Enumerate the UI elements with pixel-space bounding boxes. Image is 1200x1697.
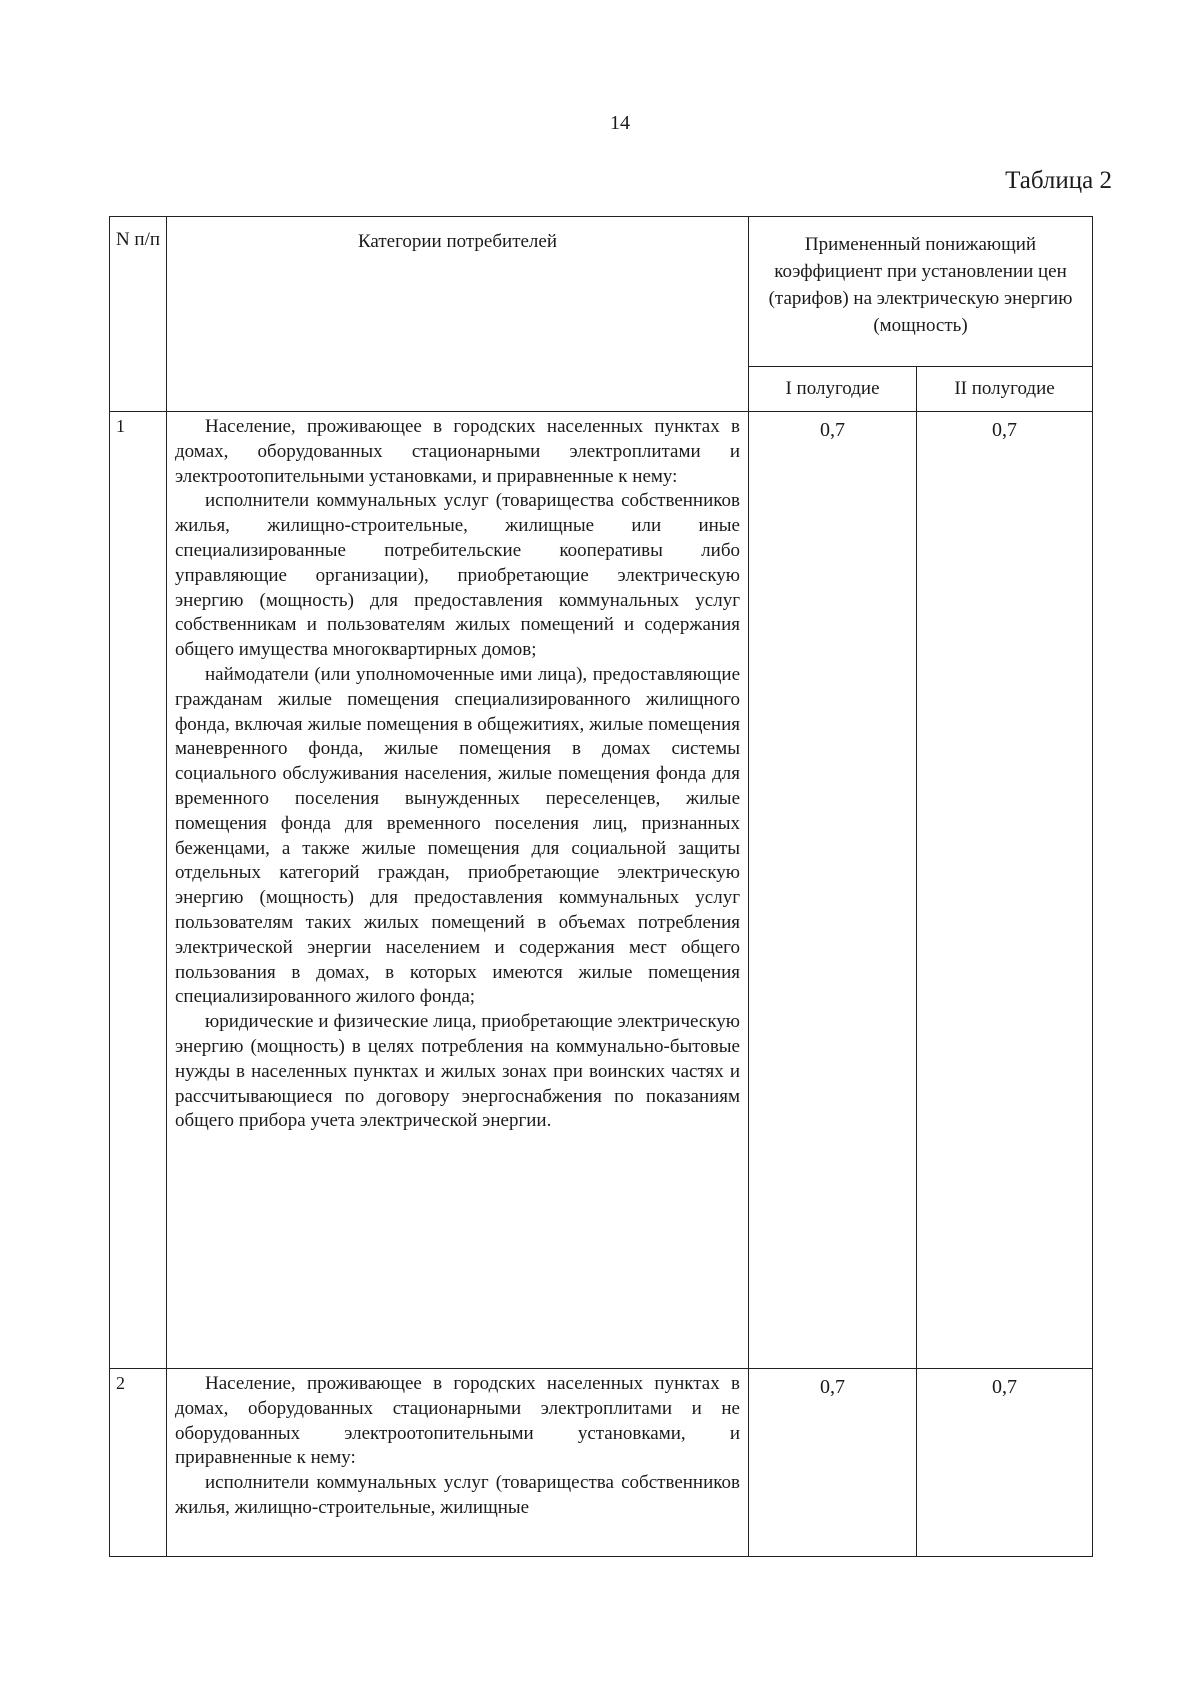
row-half2-value: 0,7 <box>917 412 1093 1369</box>
paragraph: юридические и физические лица, приобретающие электрическую энергию (мощность) в целях потребления на коммунально-бытовые нужды в населенных пунктах и жилых зонах при воинских частях и рассчитывающиеся по договору энергоснабжения по показаниям общего прибора учета электрической энергии. <box>175 1011 740 1132</box>
header-half2: II полугодие <box>917 367 1093 412</box>
row-half1-value: 0,7 <box>749 412 917 1369</box>
row-category-text <box>167 1369 749 1557</box>
table-row <box>110 412 1093 1369</box>
row-number: 1 <box>110 412 167 1369</box>
paragraph: наймодатели (или уполномоченные ими лица), предоставляющие гражданам жилые помещения специализированного жилищного фонда, включая жилые помещения в общежитиях, жилые помещения маневренного фонда, жилые помещения в домах системы социального обслуживания населения, жилые помещения фонда для временного поселения вынужденных переселенцев, жилые помещения фонда для временного поселения лиц, признанных беженцами, а также жилые помещения для социальной защиты отдельных категорий граждан, приобретающие электрическую энергию (мощность) для предоставления коммунальных услуг пользователям таких жилых помещений в объемах потребления электрической энергии населением и содержания мест общего пользования в домах, в которых имеются жилые помещения специализированного жилого фонда; <box>175 663 740 1008</box>
table-row <box>110 1369 1093 1557</box>
row-half1-value: 0,7 <box>749 1369 917 1557</box>
table-label: Таблица 2 <box>1005 167 1112 194</box>
row-category-text <box>167 412 749 1369</box>
row-half2-value: 0,7 <box>917 1369 1093 1557</box>
header-half1: I полугодие <box>749 367 917 412</box>
consumer-categories-table <box>109 216 1093 1557</box>
paragraph: исполнители коммунальных услуг (товарищества собственников жилья, жилищно-строительные, жилищные <box>175 1472 740 1518</box>
header-coefficient: Примененный понижающий коэффициент при установлении цен (тарифов) на электрическую энергию (мощность) <box>749 217 1093 367</box>
row-number: 2 <box>110 1369 167 1557</box>
header-category: Категории потребителей <box>167 217 749 412</box>
paragraph: Население, проживающее в городских населенных пунктах в домах, оборудованных стационарными электроплитами и электроотопительными установками, и приравненные к нему: <box>175 416 740 487</box>
paragraph: Население, проживающее в городских населенных пунктах в домах, оборудованных стационарными электроплитами и не оборудованных электроотопительными установками, и приравненные к нему: <box>175 1373 740 1469</box>
paragraph: исполнители коммунальных услуг (товарищества собственников жилья, жилищно-строительные, жилищные или иные специализированные потребительские кооперативы либо управляющие организации), приобретающие электрическую энергию (мощность) для предоставления коммунальных услуг собственникам и пользователям жилых помещений и содержания общего имущества многоквартирных домов; <box>175 490 740 661</box>
page-number: 14 <box>610 112 630 134</box>
table-header-row <box>110 217 1093 367</box>
header-number: N п/п <box>110 217 167 412</box>
